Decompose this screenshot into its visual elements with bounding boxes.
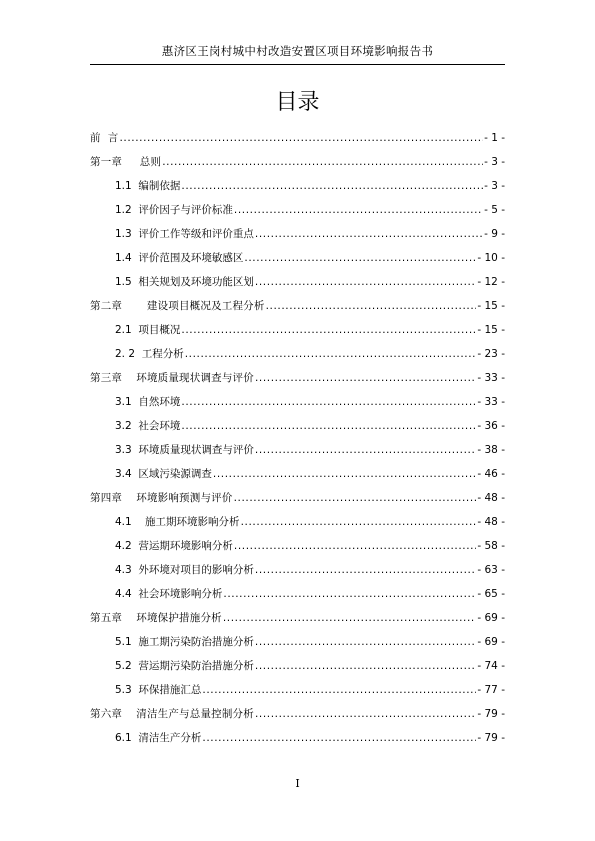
toc-chapter-entry[interactable] <box>90 606 505 630</box>
toc-dot-leader <box>266 294 477 318</box>
toc-entry-page: - 65 - <box>477 588 505 600</box>
toc-entry-page: - 3 - <box>484 156 505 168</box>
toc-chapter-entry[interactable] <box>90 702 505 726</box>
toc-dot-leader <box>119 126 483 150</box>
toc-dot-leader <box>255 438 477 462</box>
toc-dot-leader <box>181 414 476 438</box>
toc-entry-label: 2. 2 工程分析 <box>115 348 184 360</box>
toc-entry-page: - 33 - <box>477 396 505 408</box>
toc-dot-leader <box>255 222 483 246</box>
toc-dot-leader <box>234 198 483 222</box>
toc-entry-page: - 63 - <box>477 564 505 576</box>
toc-entry-label: 第一章 总则 <box>90 156 162 168</box>
toc-section-entry[interactable] <box>90 630 505 654</box>
toc-entry-page: - 77 - <box>477 684 505 696</box>
toc-section-entry[interactable] <box>90 678 505 702</box>
toc-dot-leader <box>241 510 477 534</box>
toc-chapter-entry[interactable] <box>90 486 505 510</box>
toc-entry-label: 5.1 施工期污染防治措施分析 <box>115 636 254 648</box>
toc-entry-page: - 58 - <box>477 540 505 552</box>
running-header: 惠济区王岗村城中村改造安置区项目环境影响报告书 <box>161 44 434 58</box>
page-number: I <box>295 777 300 790</box>
toc-entry-page: - 5 - <box>484 204 505 216</box>
toc-entry-label: 前 言 <box>90 132 119 144</box>
toc-section-entry[interactable] <box>90 270 505 294</box>
toc-title: 目录 <box>275 90 320 115</box>
toc-entry-page: - 46 - <box>477 468 505 480</box>
toc-entry-label: 1.2 评价因子与评价标准 <box>115 204 233 216</box>
toc-dot-leader <box>202 726 476 750</box>
toc-dot-leader <box>223 582 476 606</box>
toc-section-entry[interactable] <box>90 462 505 486</box>
toc-dot-leader <box>181 174 483 198</box>
toc-entry-page: - 48 - <box>477 492 505 504</box>
toc-entry-label: 第五章 环境保护措施分析 <box>90 612 222 624</box>
toc-chapter-entry[interactable] <box>90 150 505 174</box>
toc-entry-page: - 36 - <box>477 420 505 432</box>
toc-entry-label: 6.1 清洁生产分析 <box>115 732 202 744</box>
toc-section-entry[interactable] <box>90 534 505 558</box>
toc-entry-label: 1.4 评价范围及环境敏感区 <box>115 252 244 264</box>
toc-dot-leader <box>223 606 477 630</box>
toc-entry-page: - 15 - <box>477 300 505 312</box>
toc-dot-leader <box>255 558 477 582</box>
toc-entry-page: - 12 - <box>477 276 505 288</box>
toc-dot-leader <box>213 462 477 486</box>
toc-section-entry[interactable] <box>90 222 505 246</box>
toc-entry-label: 1.5 相关规划及环境功能区划 <box>115 276 254 288</box>
toc-entry-page: - 3 - <box>484 180 505 192</box>
toc-section-entry[interactable] <box>90 414 505 438</box>
toc-dot-leader <box>255 270 477 294</box>
toc-entry-label: 1.3 评价工作等级和评价重点 <box>115 228 254 240</box>
toc-entry-page: - 79 - <box>477 732 505 744</box>
toc-dot-leader <box>185 342 477 366</box>
toc-entry-page: - 33 - <box>477 372 505 384</box>
toc-entry-page: - 9 - <box>484 228 505 240</box>
toc-dot-leader <box>234 534 477 558</box>
toc-section-entry[interactable] <box>90 654 505 678</box>
toc-entry-page: - 69 - <box>477 636 505 648</box>
toc-entry-label: 5.2 营运期污染防治措施分析 <box>115 660 254 672</box>
toc-entry-page: - 23 - <box>477 348 505 360</box>
toc-dot-leader <box>244 246 476 270</box>
toc-dot-leader <box>255 702 476 726</box>
toc-entry-page: - 10 - <box>477 252 505 264</box>
toc-dot-leader <box>255 654 477 678</box>
toc-entry-label: 5.3 环保措施汇总 <box>115 684 202 696</box>
toc-section-entry[interactable] <box>90 174 505 198</box>
toc-entry-label: 3.4 区域污染源调查 <box>115 468 212 480</box>
toc-dot-leader <box>255 366 476 390</box>
toc-entry-label: 1.1 编制依据 <box>115 180 181 192</box>
toc-entry-label: 3.1 自然环境 <box>115 396 181 408</box>
toc-dot-leader <box>181 390 476 414</box>
toc-entry-page: - 74 - <box>477 660 505 672</box>
toc-entry-page: - 79 - <box>477 708 505 720</box>
toc-entry-label: 3.2 社会环境 <box>115 420 181 432</box>
toc-entry-page: - 69 - <box>477 612 505 624</box>
toc-dot-leader <box>181 318 476 342</box>
toc-entry-label: 3.3 环境质量现状调查与评价 <box>115 444 254 456</box>
toc-entry-label: 4.3 外环境对项目的影响分析 <box>115 564 254 576</box>
toc-dot-leader <box>202 678 476 702</box>
toc-section-entry[interactable] <box>90 198 505 222</box>
toc-entry-page: - 1 - <box>484 132 505 144</box>
toc-chapter-entry[interactable] <box>90 126 505 150</box>
toc-section-entry[interactable] <box>90 390 505 414</box>
table-of-contents <box>90 126 505 750</box>
toc-entry-label: 4.1 施工期环境影响分析 <box>115 516 240 528</box>
toc-section-entry[interactable] <box>90 726 505 750</box>
toc-section-entry[interactable] <box>90 558 505 582</box>
toc-dot-leader <box>162 150 483 174</box>
toc-entry-label: 4.4 社会环境影响分析 <box>115 588 223 600</box>
toc-entry-label: 第四章 环境影响预测与评价 <box>90 492 233 504</box>
toc-dot-leader <box>234 486 477 510</box>
toc-section-entry[interactable] <box>90 438 505 462</box>
toc-chapter-entry[interactable] <box>90 294 505 318</box>
toc-entry-label: 2.1 项目概况 <box>115 324 181 336</box>
toc-section-entry[interactable] <box>90 342 505 366</box>
toc-entry-page: - 38 - <box>477 444 505 456</box>
header-rule <box>90 64 505 65</box>
toc-dot-leader <box>255 630 477 654</box>
toc-section-entry[interactable] <box>90 318 505 342</box>
toc-entry-label: 第三章 环境质量现状调查与评价 <box>90 372 254 384</box>
toc-entry-page: - 48 - <box>477 516 505 528</box>
toc-section-entry[interactable] <box>90 582 505 606</box>
toc-section-entry[interactable] <box>90 510 505 534</box>
toc-chapter-entry[interactable] <box>90 366 505 390</box>
toc-entry-label: 第二章 建设项目概况及工程分析 <box>90 300 265 312</box>
toc-section-entry[interactable] <box>90 246 505 270</box>
toc-entry-page: - 15 - <box>477 324 505 336</box>
toc-entry-label: 第六章 清洁生产与总量控制分析 <box>90 708 254 720</box>
toc-entry-label: 4.2 营运期环境影响分析 <box>115 540 233 552</box>
